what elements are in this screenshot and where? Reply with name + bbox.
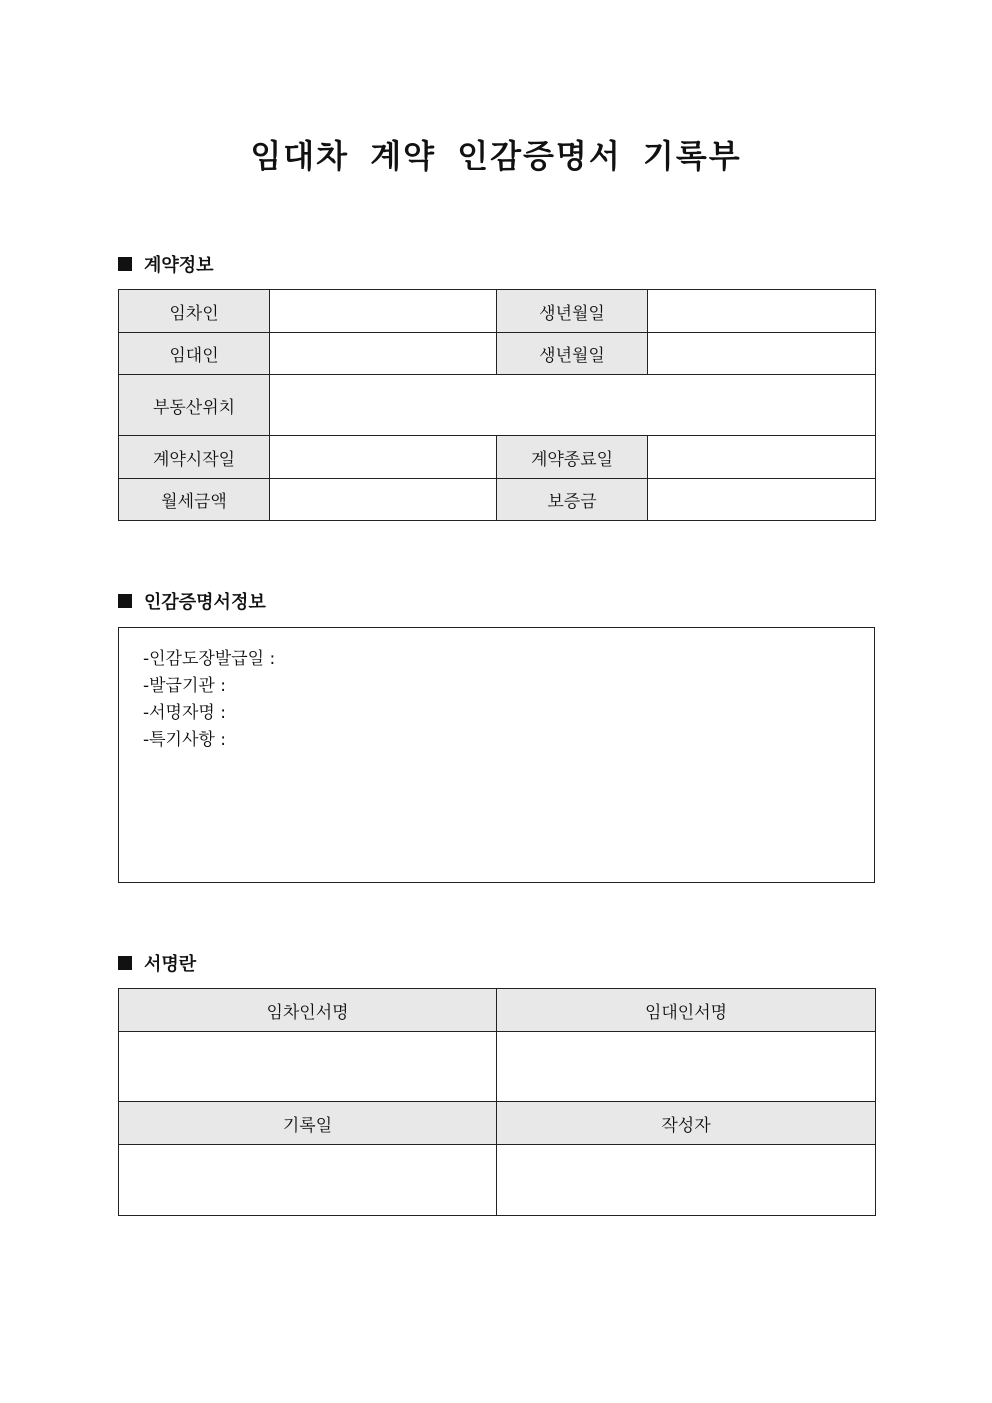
seal-info-lines xyxy=(143,646,275,754)
section-heading-label: 인감증명서정보 xyxy=(144,592,266,613)
tenant-name-field[interactable] xyxy=(270,290,497,333)
field-label: 부동산위치 xyxy=(119,375,270,436)
special-notes-line: -특기사항 : xyxy=(143,730,226,750)
document-title: 임대차 계약 인감증명서 기록부 xyxy=(250,137,742,175)
section-heading-label: 계약정보 xyxy=(144,255,214,276)
property-location-field[interactable] xyxy=(270,375,876,436)
landlord-birthdate-field[interactable] xyxy=(648,333,876,375)
field-label: 월세금액 xyxy=(119,479,270,521)
field-label: 임차인 xyxy=(119,290,270,333)
contract-info-table xyxy=(118,289,876,521)
seal-issue-date-line: -인감도장발급일 : xyxy=(143,649,276,669)
section-heading-signature xyxy=(118,950,196,976)
table-row xyxy=(119,1102,876,1145)
section-heading-contract xyxy=(118,251,214,277)
section-heading-seal xyxy=(118,588,266,614)
contract-end-date-field[interactable] xyxy=(648,436,876,479)
table-row xyxy=(119,479,876,521)
field-label: 계약시작일 xyxy=(119,436,270,479)
table-row xyxy=(119,1032,876,1102)
table-row xyxy=(119,1145,876,1216)
column-header: 임차인서명 xyxy=(119,989,497,1032)
contract-start-date-field[interactable] xyxy=(270,436,497,479)
field-label: 임대인 xyxy=(119,333,270,375)
signer-name-line: -서명자명 : xyxy=(143,703,226,723)
table-row xyxy=(119,333,876,375)
table-row xyxy=(119,375,876,436)
table-row xyxy=(119,989,876,1032)
monthly-rent-field[interactable] xyxy=(270,479,497,521)
square-bullet-icon xyxy=(118,956,132,970)
issuing-agency-line: -발급기관 : xyxy=(143,676,226,696)
signature-table xyxy=(118,988,876,1216)
column-header: 작성자 xyxy=(497,1102,876,1145)
table-row xyxy=(119,290,876,333)
landlord-signature-field[interactable] xyxy=(497,1032,876,1102)
tenant-signature-field[interactable] xyxy=(119,1032,497,1102)
section-heading-label: 서명란 xyxy=(144,954,197,975)
field-label: 계약종료일 xyxy=(497,436,648,479)
record-date-field[interactable] xyxy=(119,1145,497,1216)
field-label: 생년월일 xyxy=(497,290,648,333)
column-header: 임대인서명 xyxy=(497,989,876,1032)
tenant-birthdate-field[interactable] xyxy=(648,290,876,333)
deposit-field[interactable] xyxy=(648,479,876,521)
square-bullet-icon xyxy=(118,594,132,608)
table-row xyxy=(119,436,876,479)
seal-info-box[interactable] xyxy=(118,627,875,883)
field-label: 생년월일 xyxy=(497,333,648,375)
column-header: 기록일 xyxy=(119,1102,497,1145)
landlord-name-field[interactable] xyxy=(270,333,497,375)
author-field[interactable] xyxy=(497,1145,876,1216)
square-bullet-icon xyxy=(118,257,132,271)
field-label: 보증금 xyxy=(497,479,648,521)
